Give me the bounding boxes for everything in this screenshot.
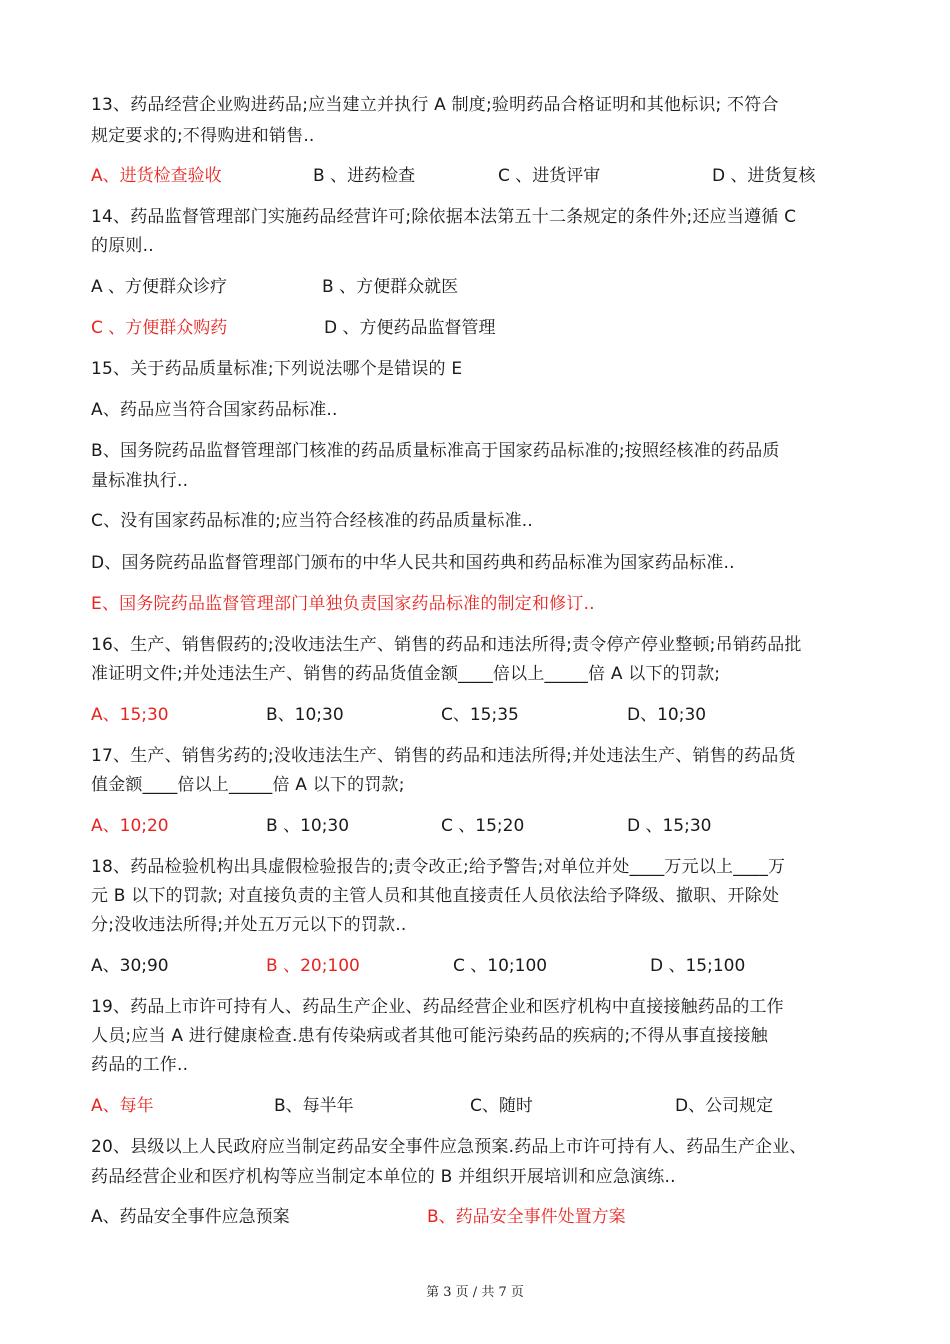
question-17-option-a-answer: A、10;20: [91, 816, 169, 836]
question-15-option-d: D、国务院药品监督管理部门颁布的中华人民共和国药典和药品标准为国家药品标准..: [91, 553, 735, 573]
question-17-stem-line-2: 值金额____倍以上_____倍 A 以下的罚款;: [91, 775, 405, 795]
question-20-option-a: A、药品安全事件应急预案: [91, 1207, 290, 1227]
question-18-stem-line-2: 元 B 以下的罚款; 对直接负责的主管人员和其他直接责任人员依法给予降级、撤职、开除处: [91, 886, 780, 906]
question-14-option-a: A 、方便群众诊疗: [91, 277, 228, 297]
question-19-option-c: C、随时: [470, 1096, 533, 1116]
question-18-option-a: A、30;90: [91, 956, 169, 976]
question-13-stem-line-2: 规定要求的;不得购进和销售..: [91, 126, 315, 146]
question-19-stem-line-1: 19、药品上市许可持有人、药品生产企业、药品经营企业和医疗机构中直接接触药品的工作: [91, 997, 784, 1017]
question-19-option-a-answer: A、每年: [91, 1096, 154, 1116]
question-14-option-b: B 、方便群众就医: [322, 277, 459, 297]
question-19-option-d: D、公司规定: [675, 1096, 774, 1116]
question-13-option-c: C 、进货评审: [498, 166, 601, 186]
question-14-option-d: D 、方便药品监督管理: [324, 318, 496, 338]
question-17-option-b: B 、10;30: [266, 816, 350, 836]
question-20-stem-line-1: 20、县级以上人民政府应当制定药品安全事件应急预案.药品上市许可持有人、药品生产企业、: [91, 1137, 807, 1157]
question-18-stem-line-3: 分;没收违法所得;并处五万元以下的罚款..: [91, 915, 407, 935]
question-13-option-d: D 、进货复核: [712, 166, 816, 186]
question-15-option-c: C、没有国家药品标准的;应当符合经核准的药品质量标准..: [91, 511, 534, 531]
question-13-option-b: B 、进药检查: [313, 166, 416, 186]
question-16-option-a-answer: A、15;30: [91, 705, 169, 725]
question-15-option-b-line-2: 量标准执行..: [91, 471, 189, 491]
question-14-option-c-answer: C 、方便群众购药: [91, 318, 228, 338]
question-14-stem-line-1: 14、药品监督管理部门实施药品经营许可;除依据本法第五十二条规定的条件外;还应当遵循 C: [91, 207, 797, 227]
question-18-option-d: D 、15;100: [650, 956, 746, 976]
question-13-stem-line-1: 13、药品经营企业购进药品;应当建立并执行 A 制度;验明药品合格证明和其他标识; 不符合: [91, 95, 779, 115]
question-17-option-d: D 、15;30: [627, 816, 712, 836]
question-18-option-c: C 、10;100: [453, 956, 548, 976]
question-13-option-a-answer: A、进货检查验收: [91, 166, 222, 186]
question-18-stem-line-1: 18、药品检验机构出具虚假检验报告的;责令改正;给予警告;对单位并处____万元以上____万: [91, 857, 786, 877]
question-16-stem-line-1: 16、生产、销售假药的;没收违法生产、销售的药品和违法所得;责令停产停业整顿;吊销药品批: [91, 635, 802, 655]
question-17-option-c: C 、15;20: [441, 816, 525, 836]
page-number-footer: 第 3 页 / 共 7 页: [426, 1285, 524, 1300]
question-15-option-a: A、药品应当符合国家药品标准..: [91, 400, 338, 420]
question-20-stem-line-2: 药品经营企业和医疗机构等应当制定本单位的 B 并组织开展培训和应急演练..: [91, 1167, 676, 1187]
question-19-stem-line-3: 药品的工作..: [91, 1055, 189, 1075]
question-16-stem-line-2: 准证明文件;并处违法生产、销售的药品货值金额____倍以上_____倍 A 以下的罚款;: [91, 664, 721, 684]
question-16-option-b: B、10;30: [266, 705, 344, 725]
question-15-option-b-line-1: B、国务院药品监督管理部门核准的药品质量标准高于国家药品标准的;按照经核准的药品质: [91, 441, 780, 461]
question-18-option-b-answer: B 、20;100: [266, 956, 360, 976]
question-19-stem-line-2: 人员;应当 A 进行健康检查.患有传染病或者其他可能污染药品的疾病的;不得从事直接接触: [91, 1026, 768, 1046]
question-16-option-c: C、15;35: [441, 705, 519, 725]
question-16-option-d: D、10;30: [627, 705, 707, 725]
question-19-option-b: B、每半年: [274, 1096, 354, 1116]
question-15-option-e-answer: E、国务院药品监督管理部门单独负责国家药品标准的制定和修订..: [91, 594, 595, 614]
question-15-stem: 15、关于药品质量标准;下列说法哪个是错误的 E: [91, 359, 463, 379]
question-14-stem-line-2: 的原则..: [91, 236, 154, 256]
question-17-stem-line-1: 17、生产、销售劣药的;没收违法生产、销售的药品和违法所得;并处违法生产、销售的药品货: [91, 746, 796, 766]
question-20-option-b-answer: B、药品安全事件处置方案: [427, 1207, 626, 1227]
